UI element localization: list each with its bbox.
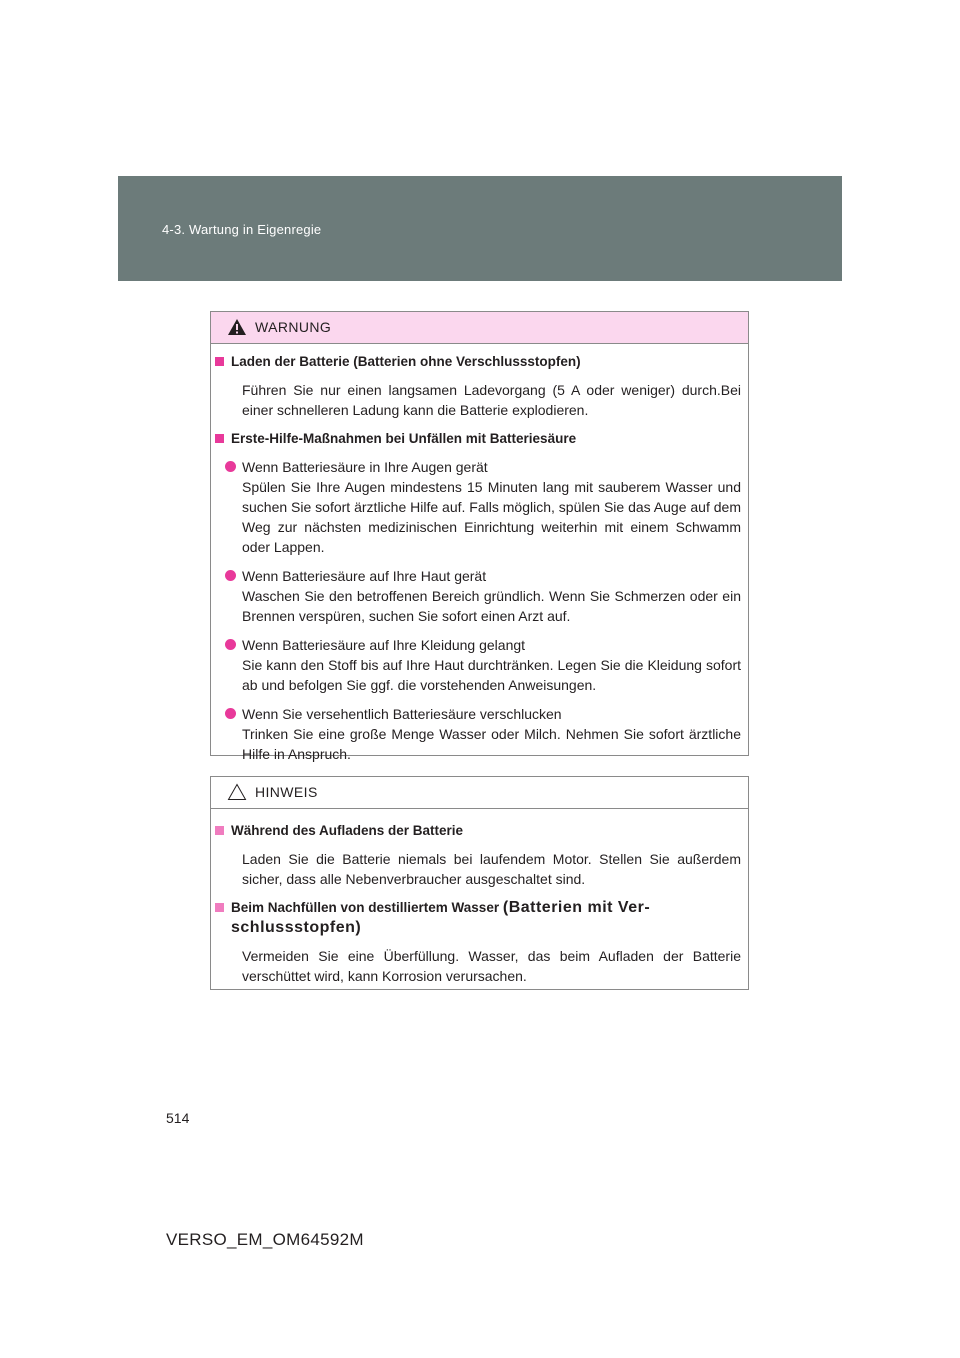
caution-triangle-icon [227,783,247,801]
warning-triangle-icon [227,318,247,336]
circle-bullet-icon [225,570,236,581]
circle-bullet-icon [225,639,236,650]
document-code: VERSO_EM_OM64592M [166,1230,364,1249]
item-title: Wenn Batteriesäure auf Ihre Haut gerät [242,568,487,584]
notice-box [210,776,749,990]
square-bullet-icon [215,826,224,835]
warning-section-text: Führen Sie nur einen langsamen Ladevorgang (5 A oder weniger) durch.Bei einer schnelleren Ladung kann die Batterie explodieren. [242,382,741,418]
notice-header [211,777,748,809]
item-text: Sie kann den Stoff bis auf Ihre Haut durchtränken. Legen Sie die Kleidung sofort ab und befolgen Sie ggf. die vorstehenden Anweisungen. [242,657,741,693]
notice-section-text: Vermeiden Sie eine Überfüllung. Wasser, das beim Aufladen der Batterie verschüttet wird, kann Korrosion verursachen. [242,948,741,984]
warning-section-heading: Erste-Hilfe-Maßnahmen bei Unfällen mit Batteriesäure [211,429,748,449]
notice-section-heading: Beim Nachfüllen von destilliertem Wasser (Batterien mit Ver-schlussstopfen) [211,898,748,938]
item-title: Wenn Sie versehentlich Batteriesäure verschlucken [242,706,562,722]
warning-header [211,312,748,344]
section-title: 4-3. Wartung in Eigenregie [162,222,322,237]
circle-bullet-icon [225,461,236,472]
item-text: Spülen Sie Ihre Augen mindestens 15 Minuten lang mit sauberem Wasser und suchen Sie sofort ärztliche Hilfe auf. Falls möglich, spülen Sie das Auge auf dem Weg zur nächsten medizinischen Einrichtung weiterhin mit einem Schwamm oder Lappen. [242,479,741,555]
item-text: Waschen Sie den betroffenen Bereich gründlich. Wenn Sie Schmerzen oder ein Brennen verspüren, suchen Sie sofort einen Arzt auf. [242,588,741,624]
list-item [211,457,748,557]
item-title: Wenn Batteriesäure auf Ihre Kleidung gelangt [242,637,526,653]
square-bullet-icon [215,357,224,366]
square-bullet-icon [215,434,224,443]
chapter-header [118,176,842,281]
list-item [211,704,748,764]
list-item [211,635,748,695]
circle-bullet-icon [225,708,236,719]
notice-section-text: Laden Sie die Batterie niemals bei laufendem Motor. Stellen Sie außerdem sicher, dass alle Nebenverbraucher ausgeschaltet sind. [242,851,741,887]
warning-section-heading: Laden der Batterie (Batterien ohne Verschlussstopfen) [211,352,748,372]
warning-box [210,311,749,762]
notice-section-heading: Während des Aufladens der Batterie [211,821,748,841]
square-bullet-icon [215,903,224,912]
item-text: Trinken Sie eine große Menge Wasser oder Milch. Nehmen Sie sofort ärztliche Hilfe in Anspruch. [242,726,741,762]
item-title: Wenn Batteriesäure in Ihre Augen gerät [242,459,488,475]
notice-label: HINWEIS [255,784,318,800]
page-number: 514 [166,1110,190,1126]
list-item [211,566,748,626]
warning-label: WARNUNG [255,319,332,335]
